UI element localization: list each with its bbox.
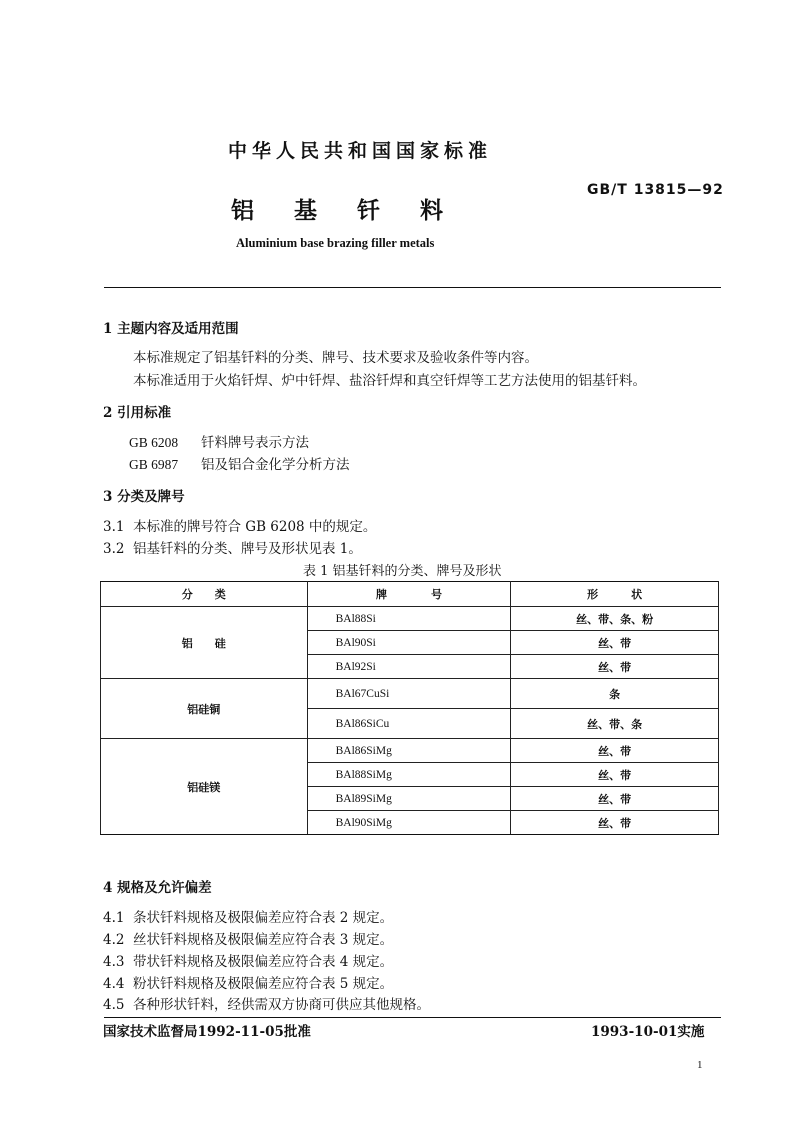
grade-cell: BAl86SiMg xyxy=(307,739,511,763)
section-3-heading: 3 分类及牌号 xyxy=(103,489,185,505)
shape-cell: 条 xyxy=(511,679,719,709)
grade-cell: BAl88SiMg xyxy=(307,763,511,787)
clause-number: 4.2 xyxy=(103,932,125,948)
grade-cell: BAl67CuSi xyxy=(307,679,511,709)
table-row xyxy=(101,739,719,763)
shape-cell: 丝、带、条、粉 xyxy=(511,607,719,631)
grade-cell: BAl89SiMg xyxy=(307,787,511,811)
reference-title: 铝及铝合金化学分析方法 xyxy=(201,457,350,473)
clause-4-3 xyxy=(103,950,393,970)
document-title-english: Aluminium base brazing filler metals xyxy=(236,236,435,250)
clause-4-2 xyxy=(103,928,393,948)
table-1 xyxy=(100,581,719,835)
clause-text: 条状钎料规格及极限偏差应符合表 2 规定。 xyxy=(133,910,394,926)
column-header-shape: 形 状 xyxy=(511,582,719,607)
clause-4-4 xyxy=(103,972,393,992)
table-row xyxy=(101,679,719,709)
shape-cell: 丝、带 xyxy=(511,655,719,679)
grade-cell: BAl92Si xyxy=(307,655,511,679)
table-row xyxy=(101,607,719,631)
category-cell: 铝硅镁 xyxy=(101,739,308,835)
reference-item xyxy=(129,453,350,473)
clause-text: 铝基钎料的分类、牌号及形状见表 1。 xyxy=(133,541,362,557)
grade-cell: BAl90Si xyxy=(307,631,511,655)
shape-cell: 丝、带、条 xyxy=(511,709,719,739)
implementation-date: 1993-10-01实施 xyxy=(591,1024,705,1040)
clause-text: 各种形状钎料，经供需双方协商可供应其他规格。 xyxy=(133,997,430,1013)
column-header-grade: 牌 号 xyxy=(307,582,511,607)
section-1-paragraph-2: 本标准适用于火焰钎焊、炉中钎焊、盐浴钎焊和真空钎焊等工艺方法使用的铝基钎料。 xyxy=(133,373,646,389)
grade-cell: BAl88Si xyxy=(307,607,511,631)
shape-cell: 丝、带 xyxy=(511,811,719,835)
table-header-row xyxy=(101,582,719,607)
clause-text: 本标准的牌号符合 GB 6208 中的规定。 xyxy=(133,519,377,535)
shape-cell: 丝、带 xyxy=(511,631,719,655)
section-1-heading: 1 主题内容及适用范围 xyxy=(103,321,239,337)
grade-cell: BAl86SiCu xyxy=(307,709,511,739)
standard-code: GB/T 13815—92 xyxy=(587,182,724,198)
clause-number: 4.5 xyxy=(103,997,125,1013)
reference-item xyxy=(129,431,309,451)
category-cell: 铝硅铜 xyxy=(101,679,308,739)
clause-number: 4.4 xyxy=(103,976,125,992)
clause-3-1 xyxy=(103,515,376,535)
clause-number: 3.1 xyxy=(103,519,125,535)
clause-number: 4.1 xyxy=(103,910,125,926)
clause-text: 带状钎料规格及极限偏差应符合表 4 规定。 xyxy=(133,954,394,970)
clause-4-5 xyxy=(103,993,430,1013)
page-number: 1 xyxy=(697,1059,703,1071)
clause-4-1 xyxy=(103,906,393,926)
reference-title: 钎料牌号表示方法 xyxy=(201,435,309,451)
section-1-paragraph-1: 本标准规定了铝基钎料的分类、牌号、技术要求及验收条件等内容。 xyxy=(133,350,538,366)
section-2-heading: 2 引用标准 xyxy=(103,405,172,421)
column-header-category: 分 类 xyxy=(101,582,308,607)
clause-text: 粉状钎料规格及极限偏差应符合表 5 规定。 xyxy=(133,976,394,992)
shape-cell: 丝、带 xyxy=(511,739,719,763)
category-cell: 铝 硅 xyxy=(101,607,308,679)
clause-3-2 xyxy=(103,537,362,557)
document-title: 铝基钎料 xyxy=(231,197,483,224)
header-divider xyxy=(104,287,721,288)
shape-cell: 丝、带 xyxy=(511,787,719,811)
section-4-heading: 4 规格及允许偏差 xyxy=(103,880,212,896)
reference-code: GB 6208 xyxy=(129,435,179,450)
footer-divider xyxy=(104,1017,721,1018)
clause-text: 丝状钎料规格及极限偏差应符合表 3 规定。 xyxy=(133,932,394,948)
approval-line: 国家技术监督局1992-11-05批准 xyxy=(103,1024,311,1040)
clause-number: 3.2 xyxy=(103,541,125,557)
shape-cell: 丝、带 xyxy=(511,763,719,787)
clause-number: 4.3 xyxy=(103,954,125,970)
grade-cell: BAl90SiMg xyxy=(307,811,511,835)
national-standard-heading: 中华人民共和国国家标准 xyxy=(228,140,493,162)
reference-code: GB 6987 xyxy=(129,457,179,472)
table-1-caption: 表 1 铝基钎料的分类、牌号及形状 xyxy=(303,564,502,579)
